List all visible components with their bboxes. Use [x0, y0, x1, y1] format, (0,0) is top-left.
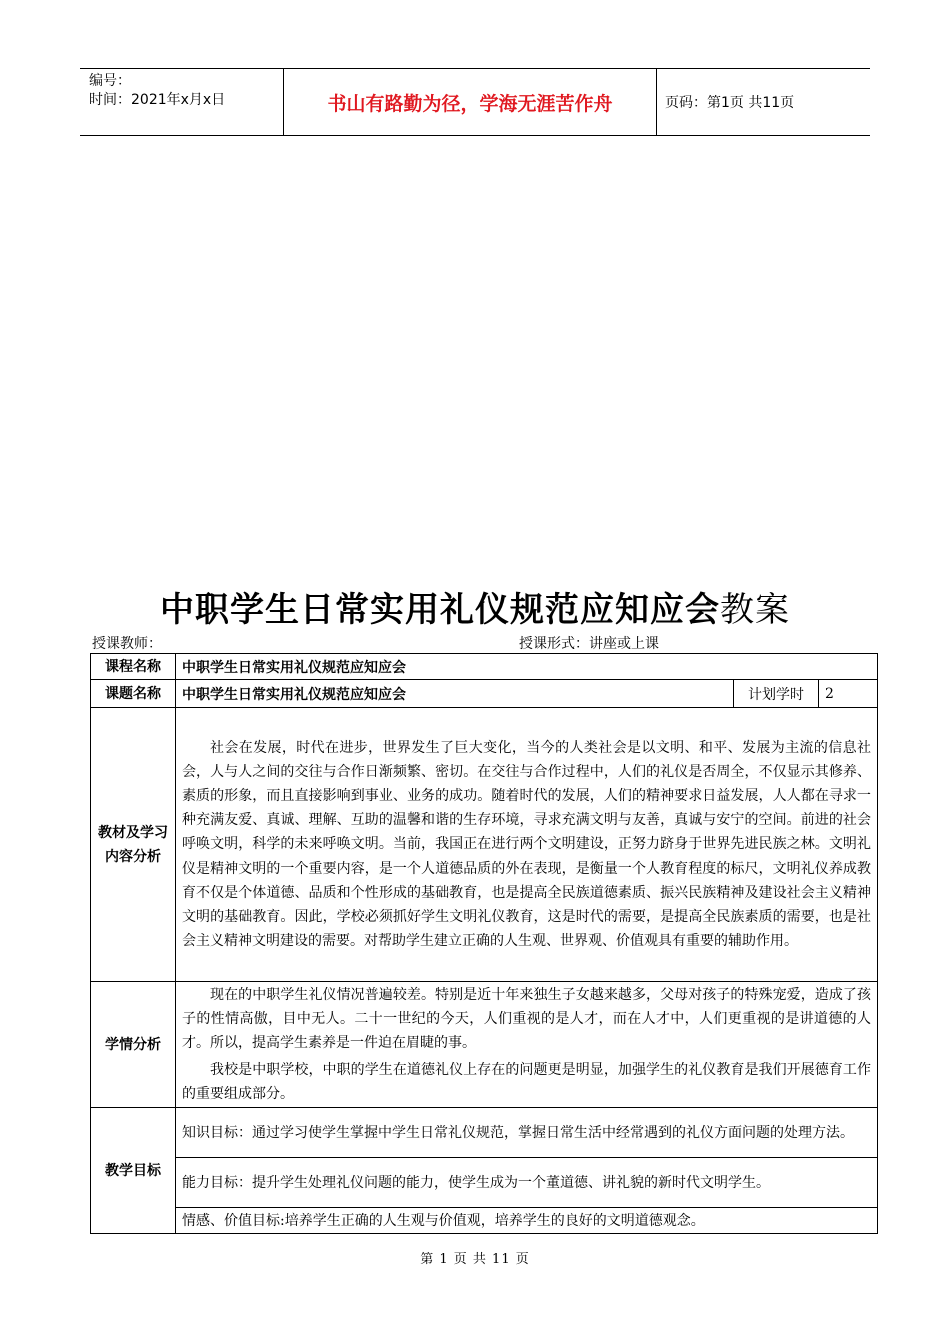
header-meta	[80, 69, 283, 135]
page-footer: 第 1 页 共 11 页	[420, 1252, 530, 1267]
analysis-content	[176, 708, 878, 982]
goal-emotion: 情感、价值目标:培养学生正确的人生观与价值观，培养学生的良好的文明道德观念。	[176, 1208, 878, 1234]
hours-label: 计划学时	[734, 680, 819, 708]
topic-label: 课题名称	[91, 680, 176, 708]
title-main: 中职学生日常实用礼仪规范应知应会	[160, 590, 720, 630]
header-number: 编号：	[89, 73, 131, 89]
page-header	[80, 68, 870, 136]
goal-knowledge: 知识目标：通过学习使学生掌握中学生日常礼仪规范，掌握日常生活中经常遇到的礼仪方面问题的处理方法。	[176, 1108, 878, 1158]
goal-ability: 能力目标：提升学生处理礼仪问题的能力，使学生成为一个董道德、讲礼貌的新时代文明学生。	[176, 1158, 878, 1208]
hours-value: 2	[819, 680, 878, 708]
analysis-paragraph: 社会在发展，时代在进步，世界发生了巨大变化，当今的人类社会是以文明、和平、发展为主流的信息社会，人与人之间的交往与合作日渐频繁、密切。在交往与合作过程中，人们的礼仪是否周全，不仅显示其修养、素质的形象，而且直接影响到事业、业务的成功。随着时代的发展，人们的精神要求日益发展，人人都在寻求一种充满友爱、真诚、理解、互助的温馨和谐的生存环境，寻求充满文明与友善，真诚与安宁的空间。前进的社会呼唤文明，科学的未来呼唤文明。当前，我国正在进行两个文明建设，正努力跻身于世界先进民族之林。文明礼仪是精神文明的一个重要内容，是一个人道德品质的外在表现，是衡量一个人教育程度的标尺，文明礼仪养成教育不仅是个体道德、品质和个性形成的基础教育，也是提高全民族道德素质、振兴民族精神及建设社会主义精神文明的基础教育。因此，学校必须抓好学生文明礼仪教育，这是时代的需要，是提高全民族素质的需要，也是社会主义精神文明建设的需要。对帮助学生建立正确的人生观、世界观、价值观具有重要的辅助作用。	[182, 739, 871, 950]
topic-value: 中职学生日常实用礼仪规范应知应会	[176, 680, 734, 708]
header-page-info: 页码：第1页 共11页	[665, 95, 795, 111]
header-time: 时间：2021年x月x日	[89, 92, 226, 108]
table-row	[91, 1158, 878, 1208]
student-paragraph-2: 我校是中职学校，中职的学生在道德礼仪上存在的问题更是明显，加强学生的礼仪教育是我们开展德育工作的重要组成部分。	[182, 1061, 871, 1102]
course-name-label: 课程名称	[91, 654, 176, 680]
table-row	[91, 982, 878, 1108]
table-row	[91, 1208, 878, 1234]
title-suffix: 教案	[720, 590, 790, 630]
analysis-label: 教材及学习内容分析	[91, 708, 176, 982]
course-name-value: 中职学生日常实用礼仪规范应知应会	[176, 654, 878, 680]
table-row	[91, 708, 878, 982]
table-row	[91, 1108, 878, 1158]
document-title	[0, 582, 950, 631]
teaching-goal-label: 教学目标	[91, 1108, 176, 1234]
teacher-label: 授课教师：	[92, 636, 162, 652]
table-row	[91, 680, 878, 708]
table-row	[91, 654, 878, 680]
lesson-form: 授课形式：讲座或上课	[519, 636, 659, 652]
header-motto: 书山有路勤为径，学海无涯苦作舟	[283, 69, 657, 135]
student-paragraph-1: 现在的中职学生礼仪情况普遍较差。特别是近十年来独生子女越来越多，父母对孩子的特殊宠爱，造成了孩子的性情高傲，目中无人。二十一世纪的今天，人们重视的是人才，而在人才中，人们更重视的是讲道德的人才。所以，提高学生素养是一件迫在眉睫的事。	[182, 986, 871, 1052]
student-analysis-content	[176, 982, 878, 1108]
student-analysis-label: 学情分析	[91, 982, 176, 1108]
lesson-plan-table	[90, 653, 878, 1234]
